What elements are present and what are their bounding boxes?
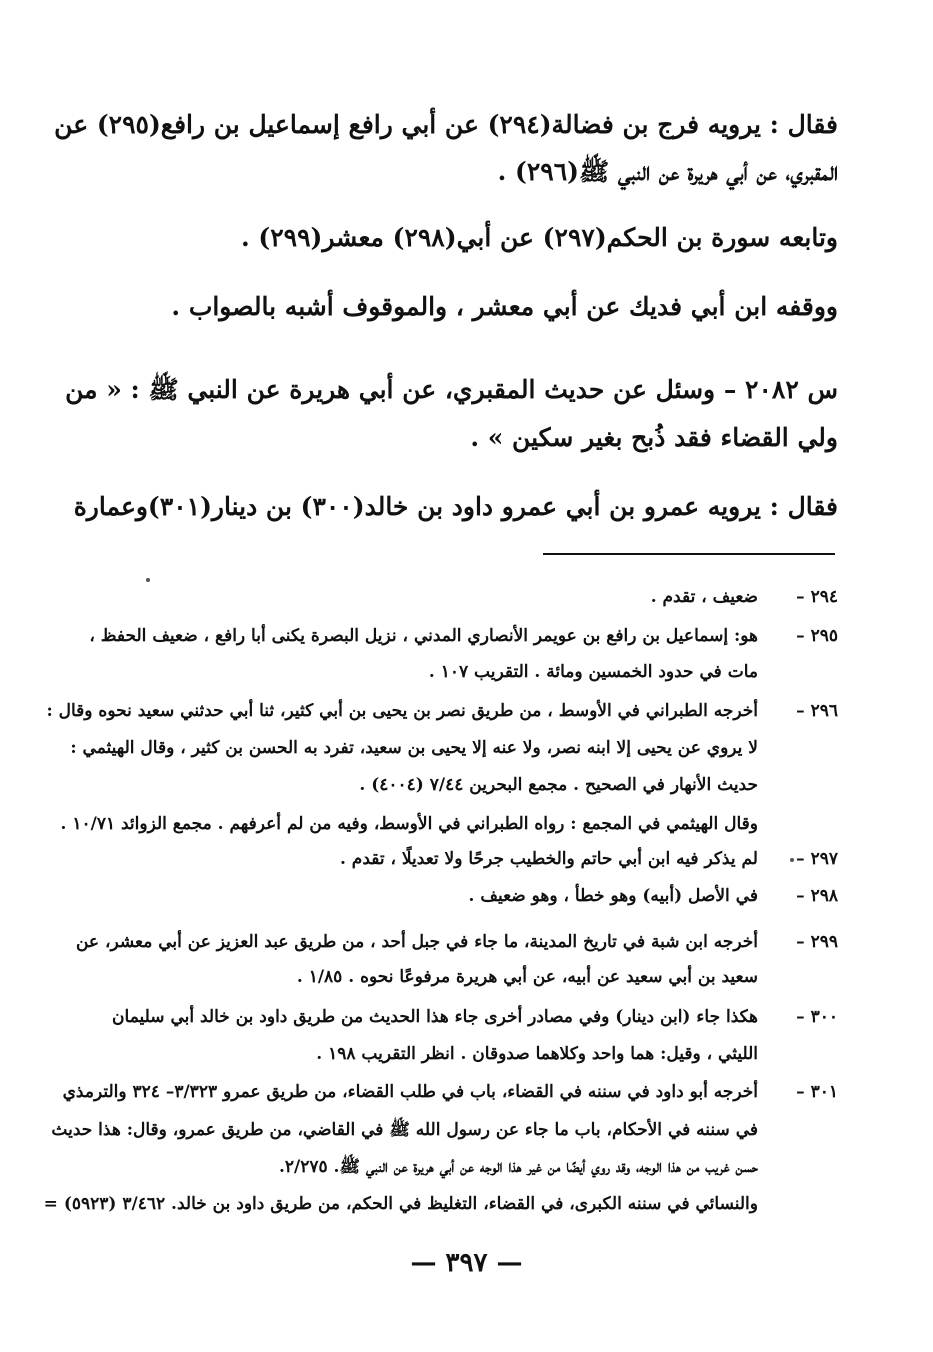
footnote-number: ٢٩٥ –: [796, 626, 838, 646]
footnote-text-line: هو: إسماعيل بن رافع بن عويمر الأنصاري المدني ، نزيل البصرة يكنى أبا رافع ، ضعيف الحفظ ،: [89, 626, 758, 646]
footnote-text-line: والنسائي في سننه الكبرى، في القضاء، التغليظ في الحكم، من طريق داود بن خالد. ٣/٤٦٢ (٥٩٢٣) =: [43, 1194, 758, 1214]
footnote-text-line: سعيد بن أبي سعيد عن أبيه، عن أبي هريرة مرفوعًا نحوه . ١/٨٥ .: [296, 967, 758, 987]
footnote-text-line: في الأصل (أبيه) وهو خطأ ، وهو ضعيف .: [468, 886, 758, 906]
footnote-number: ٢٩٧ –: [796, 849, 838, 869]
scan-speck: [146, 578, 150, 582]
scan-speck: [790, 858, 794, 862]
footnote-text-line: لم يذكر فيه ابن أبي حاتم والخطيب جرحًا ولا تعديلًا ، تقدم .: [339, 849, 758, 869]
paragraph-2: وتابعه سورة بن الحكم(٢٩٧) عن أبي(٢٩٨) معشر(٢٩٩) .: [240, 223, 838, 252]
footnote-text-line: الليثي ، وقيل: هما واحد وكلاهما صدوقان . انظر التقريب ١٩٨ .: [316, 1044, 758, 1064]
footnote-text-line: وقال الهيثمي في المجمع : رواه الطبراني في الأوسط، وفيه من لم أعرفهم . مجمع الزوائد ١٠/٧١ .: [60, 814, 758, 834]
page-number: — ٣٩٧ —: [410, 1248, 523, 1278]
paragraph-3: ووقفه ابن أبي فديك عن أبي معشر ، والموقوف أشبه بالصواب .: [171, 292, 838, 321]
footnote-number: ٣٠١ –: [796, 1082, 838, 1102]
paragraph-4-line-1: س ٢٠٨٢ – وسئل عن حديث المقبري، عن أبي هريرة عن النبي ﷺ : « من: [65, 375, 838, 404]
footnote-number: ٢٩٦ –: [796, 701, 838, 721]
footnote-text-line: مات في حدود الخمسين ومائة . التقريب ١٠٧ .: [428, 662, 758, 682]
footnote-text-line: أخرجه الطبراني في الأوسط ، من طريق نصر بن يحيى بن أبي كثير، ثنا أبي حدثني سعيد نحوه وقال :: [46, 701, 758, 721]
footnote-text-line: أخرجه ابن شبة في تاريخ المدينة، ما جاء في جبل أحد ، من طريق عبد العزيز عن أبي معشر، عن: [75, 932, 758, 952]
footnote-text-line: أخرجه أبو داود في سننه في القضاء، باب في طلب القضاء، من طريق عمرو ٣/٣٢٣– ٣٢٤ والترمذي: [62, 1082, 758, 1102]
paragraph-5: فقال : يرويه عمرو بن أبي عمرو داود بن خالد(٣٠٠) بن دينار(٣٠١)وعمارة: [73, 492, 838, 521]
footnote-text-line: ضعيف ، تقدم .: [650, 587, 758, 607]
footnote-number: ٣٠٠ –: [796, 1007, 838, 1027]
footnote-text-line: لا يروي عن يحيى إلا ابنه نصر، ولا عنه إلا يحيى بن سعيد، تفرد به الحسن بن كثير ، وقال الهيثمي :: [70, 738, 758, 758]
footnote-text-line: حسن غريب من هذا الوجه، وقد روي أيضًا من غير هذا الوجه عن أبي هريرة عن النبي ﷺ. ٢/٢٧٥.: [278, 1157, 758, 1177]
footnote-text-line: هكذا جاء (ابن دينار) وفي مصادر أخرى جاء هذا الحديث من طريق داود بن خالد أبي سليمان: [112, 1007, 758, 1027]
footnote-text-line: في سننه في الأحكام، باب ما جاء عن رسول الله ﷺ في القاضي، من طريق عمرو، وقال: هذا حديث: [51, 1120, 758, 1140]
footnote-number: ٢٩٤ –: [796, 587, 838, 607]
footnote-text-line: حديث الأنهار في الصحيح . مجمع البحرين ٧/٤٤ (٤٠٠٤) .: [359, 775, 758, 795]
footnote-number: ٢٩٩ –: [796, 932, 838, 952]
footnote-separator: [543, 553, 835, 555]
footnote-number: ٢٩٨ –: [796, 886, 838, 906]
paragraph-4-line-2: ولي القضاء فقد ذُبح بغير سكين » .: [470, 423, 838, 452]
paragraph-1-line-2: المقبري، عن أبي هريرة عن النبي ﷺ(٢٩٦) .: [497, 157, 838, 186]
paragraph-1-line-1: فقال : يرويه فرج بن فضالة(٢٩٤) عن أبي رافع إسماعيل بن رافع(٢٩٥) عن: [54, 110, 838, 139]
